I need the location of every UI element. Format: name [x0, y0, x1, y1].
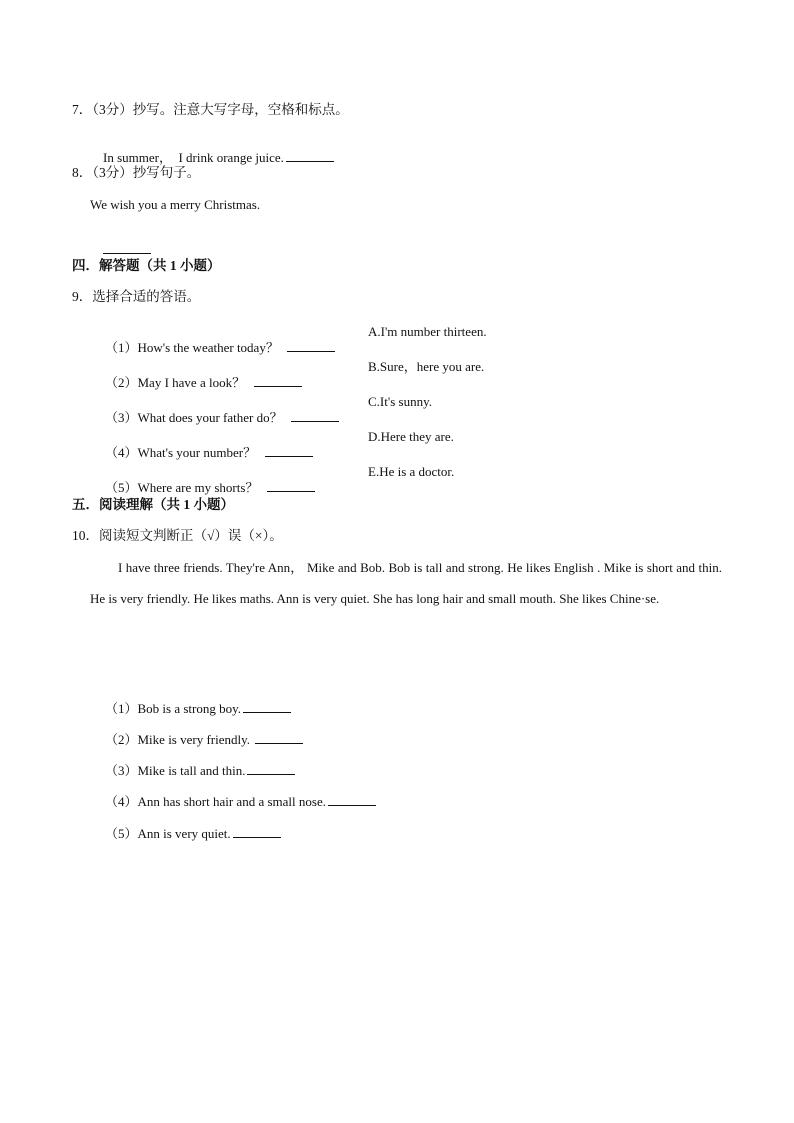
q10-statement: （2）Mike is very friendly. — [105, 732, 251, 747]
answer-blank[interactable] — [103, 252, 151, 254]
q9-question: （3）What does your father do？ — [105, 410, 283, 425]
q10-statement: （5）Ann is very quiet. — [105, 826, 231, 841]
question-8-title: 8．（3分）抄写句子。 — [72, 165, 201, 180]
q9-answer-option: E.He is a doctor. — [368, 464, 455, 479]
answer-blank[interactable] — [243, 711, 291, 713]
q9-question: （1）How's the weather today？ — [105, 340, 279, 355]
q10-statement: （4）Ann has short hair and a small nose. — [105, 794, 326, 809]
q9-answer-option: D.Here they are. — [368, 429, 454, 444]
section-5-heading: 五．阅读理解（共 1 小题） — [72, 497, 234, 512]
answer-blank[interactable] — [267, 490, 315, 492]
question-8-sentence: We wish you a merry Christmas. — [90, 197, 261, 212]
answer-blank[interactable] — [254, 385, 302, 387]
section-4-heading: 四．解答题（共 1 小题） — [72, 258, 221, 273]
answer-blank[interactable] — [291, 420, 339, 422]
answer-blank[interactable] — [287, 350, 335, 352]
q10-statement: （1）Bob is a strong boy. — [105, 701, 242, 716]
q10-statement-row — [92, 810, 281, 858]
answer-blank[interactable] — [286, 160, 334, 162]
question-7-title: 7．（3分）抄写。注意大写字母，空格和标点。 — [72, 102, 349, 117]
question-9-title: 9．选择合适的答语。 — [72, 289, 201, 304]
q9-question: （4）What's your number？ — [105, 445, 257, 460]
q9-answer-option: B.Sure，here you are. — [368, 359, 485, 374]
q9-question: （5）Where are my shorts？ — [105, 480, 259, 495]
q9-answer-option: A.I'm number thirteen. — [368, 324, 487, 339]
answer-blank[interactable] — [247, 773, 295, 775]
q10-statement: （3）Mike is tall and thin. — [105, 763, 246, 778]
question-10-title: 10．阅读短文判断正（√）误（×）。 — [72, 528, 283, 543]
q9-question: （2）May I have a look？ — [105, 375, 246, 390]
q9-answer-option: C.It's sunny. — [368, 394, 432, 409]
reading-passage: I have three friends. They're Ann， Mike and Bob. Bob is tall and strong. He likes English . Mike is short and thin. He is very friendly. He likes maths. Ann is very quiet. She has long hair and small mouth. She likes Chine·se. — [90, 560, 722, 606]
answer-blank[interactable] — [233, 836, 281, 838]
answer-blank[interactable] — [265, 455, 313, 457]
answer-blank[interactable] — [328, 804, 376, 806]
question-7-sentence: In summer， I drink orange juice. — [103, 150, 284, 165]
answer-blank[interactable] — [255, 742, 303, 744]
